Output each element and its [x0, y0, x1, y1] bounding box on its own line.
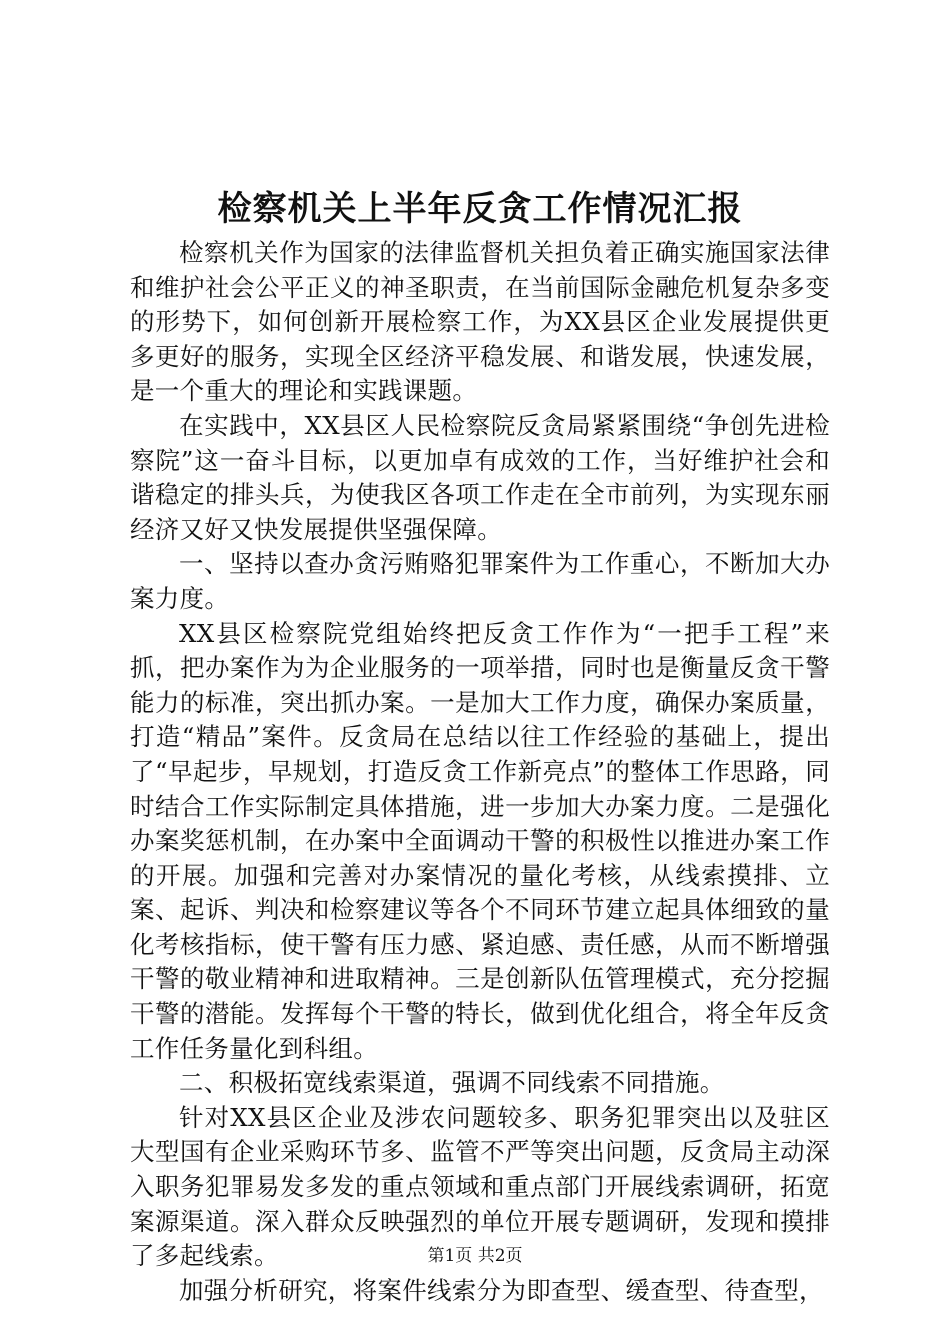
section-heading-2: 二、积极拓宽线索渠道，强调不同线索不同措施。: [179, 1068, 725, 1098]
paragraph-intro: 检察机关作为国家的法律监督机关担负着正确实施国家法律和维护社会公平正义的神圣职责，在当前国际金融危机复杂多变的形势下，如何创新开展检察工作，为XX县区企业发展提供更多更好的服务，实现全区经济平稳发展、和谐发展，快速发展，是一个重大的理论和实践课题。: [130, 238, 830, 406]
document-title: 检察机关上半年反贪工作情况汇报: [217, 189, 743, 229]
paragraph-analysis: 加强分析研究，将案件线索分为即查型、缓查型、待查型，: [179, 1275, 824, 1305]
document-body: [130, 236, 830, 1308]
paragraph-practice: 在实践中，XX县区人民检察院反贪局紧紧围绕“争创先进检察院”这一奋斗目标，以更加卓有成效的工作，当好维护社会和谐稳定的排头兵，为使我区各项工作走在全市前列，为实现东丽经济又好又快发展提供坚强保障。: [130, 410, 830, 544]
page-number-footer: 第1页 共2页: [427, 1246, 523, 1266]
section-heading-1: 一、坚持以查办贪污贿赂犯罪案件为工作重心，不断加大办案力度。: [130, 549, 830, 613]
paragraph-section-1-body: XX县区检察院党组始终把反贪工作作为“一把手工程”来抓，把办案作为为企业服务的一项举措，同时也是衡量反贪干警能力的标准，突出抓办案。一是加大工作力度，确保办案质量，打造“精品”案件。反贪局在总结以往工作经验的基础上，提出了“早起步，早规划，打造反贪工作新亮点”的整体工作思路，同时结合工作实际制定具体措施，进一步加大办案力度。二是强化办案奖惩机制，在办案中全面调动干警的积极性以推进办案工作的开展。加强和完善对办案情况的量化考核，从线索摸排、立案、起诉、判决和检察建议等各个不同环节建立起具体细致的量化考核指标，使干警有压力感、紧迫感、责任感，从而不断增强干警的敬业精神和进取精神。三是创新队伍管理模式，充分挖掘干警的潜能。发挥每个干警的特长，做到优化组合，将全年反贪工作任务量化到科组。: [130, 618, 830, 1063]
paragraph-section-2-body: 针对XX县区企业及涉农问题较多、职务犯罪突出以及驻区大型国有企业采购环节多、监管不严等突出问题，反贪局主动深入职务犯罪易发多发的重点领域和重点部门开展线索调研，拓宽案源渠道。深入群众反映强烈的单位开展专题调研，发现和摸排了多起线索。: [130, 1102, 830, 1271]
